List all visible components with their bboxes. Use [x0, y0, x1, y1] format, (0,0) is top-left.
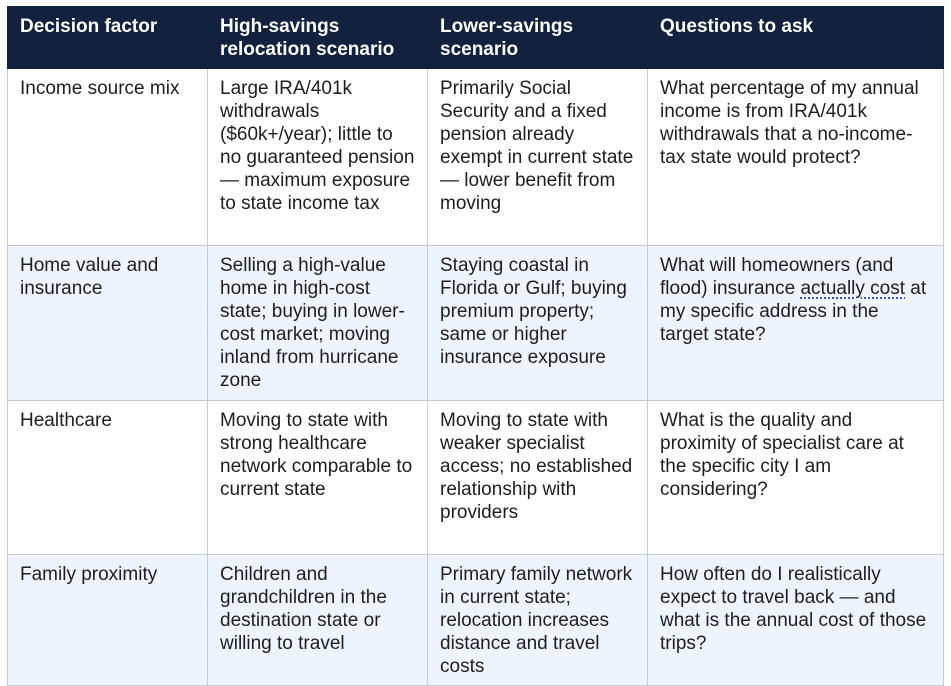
factor-cell: Home value and insurance	[8, 246, 208, 401]
table-body	[8, 69, 944, 686]
lower-savings-cell: Primarily Social Security and a fixed pension already exempt in current state — lower benefit from moving	[428, 69, 648, 246]
decision-factor-table	[7, 6, 944, 686]
factor-cell: Family proximity	[8, 555, 208, 686]
high-savings-cell: Children and grandchildren in the destination state or willing to travel	[208, 555, 428, 686]
question-cell: What is the quality and proximity of specialist care at the specific city I am considering?	[648, 401, 944, 555]
lower-savings-cell: Staying coastal in Florida or Gulf; buying premium property; same or higher insurance exposure	[428, 246, 648, 401]
header-high-savings: High-savings relocation scenario	[208, 7, 428, 69]
table-row	[8, 69, 944, 246]
question-text-end: at my specific address in the target state?	[660, 278, 927, 345]
lower-savings-cell: Primary family network in current state; relocation increases distance and travel costs	[428, 555, 648, 686]
factor-cell: Income source mix	[8, 69, 208, 246]
header-questions: Questions to ask	[648, 7, 944, 69]
high-savings-cell: Moving to state with strong healthcare network comparable to current state	[208, 401, 428, 555]
table-row	[8, 555, 944, 686]
table-row	[8, 246, 944, 401]
factor-cell: Healthcare	[8, 401, 208, 555]
spellcheck-flagged-text[interactable]: actually cost	[800, 278, 906, 299]
question-cell: What percentage of my annual income is from IRA/401k withdrawals that a no-income-tax state would protect?	[648, 69, 944, 246]
lower-savings-cell: Moving to state with weaker specialist access; no established relationship with providers	[428, 401, 648, 555]
question-text-start: What will homeowners (and flood) insurance	[660, 255, 894, 299]
header-lower-savings: Lower-savings scenario	[428, 7, 648, 69]
high-savings-cell: Selling a high-value home in high-cost state; buying in lower-cost market; moving inland from hurricane zone	[208, 246, 428, 401]
header-decision-factor: Decision factor	[8, 7, 208, 69]
question-cell: How often do I realistically expect to travel back — and what is the annual cost of those trips?	[648, 555, 944, 686]
table-row	[8, 401, 944, 555]
question-cell	[648, 246, 944, 401]
header-row	[8, 7, 944, 69]
table-header	[8, 7, 944, 69]
high-savings-cell: Large IRA/401k withdrawals ($60k+/year); little to no guaranteed pension — maximum exposure to state income tax	[208, 69, 428, 246]
